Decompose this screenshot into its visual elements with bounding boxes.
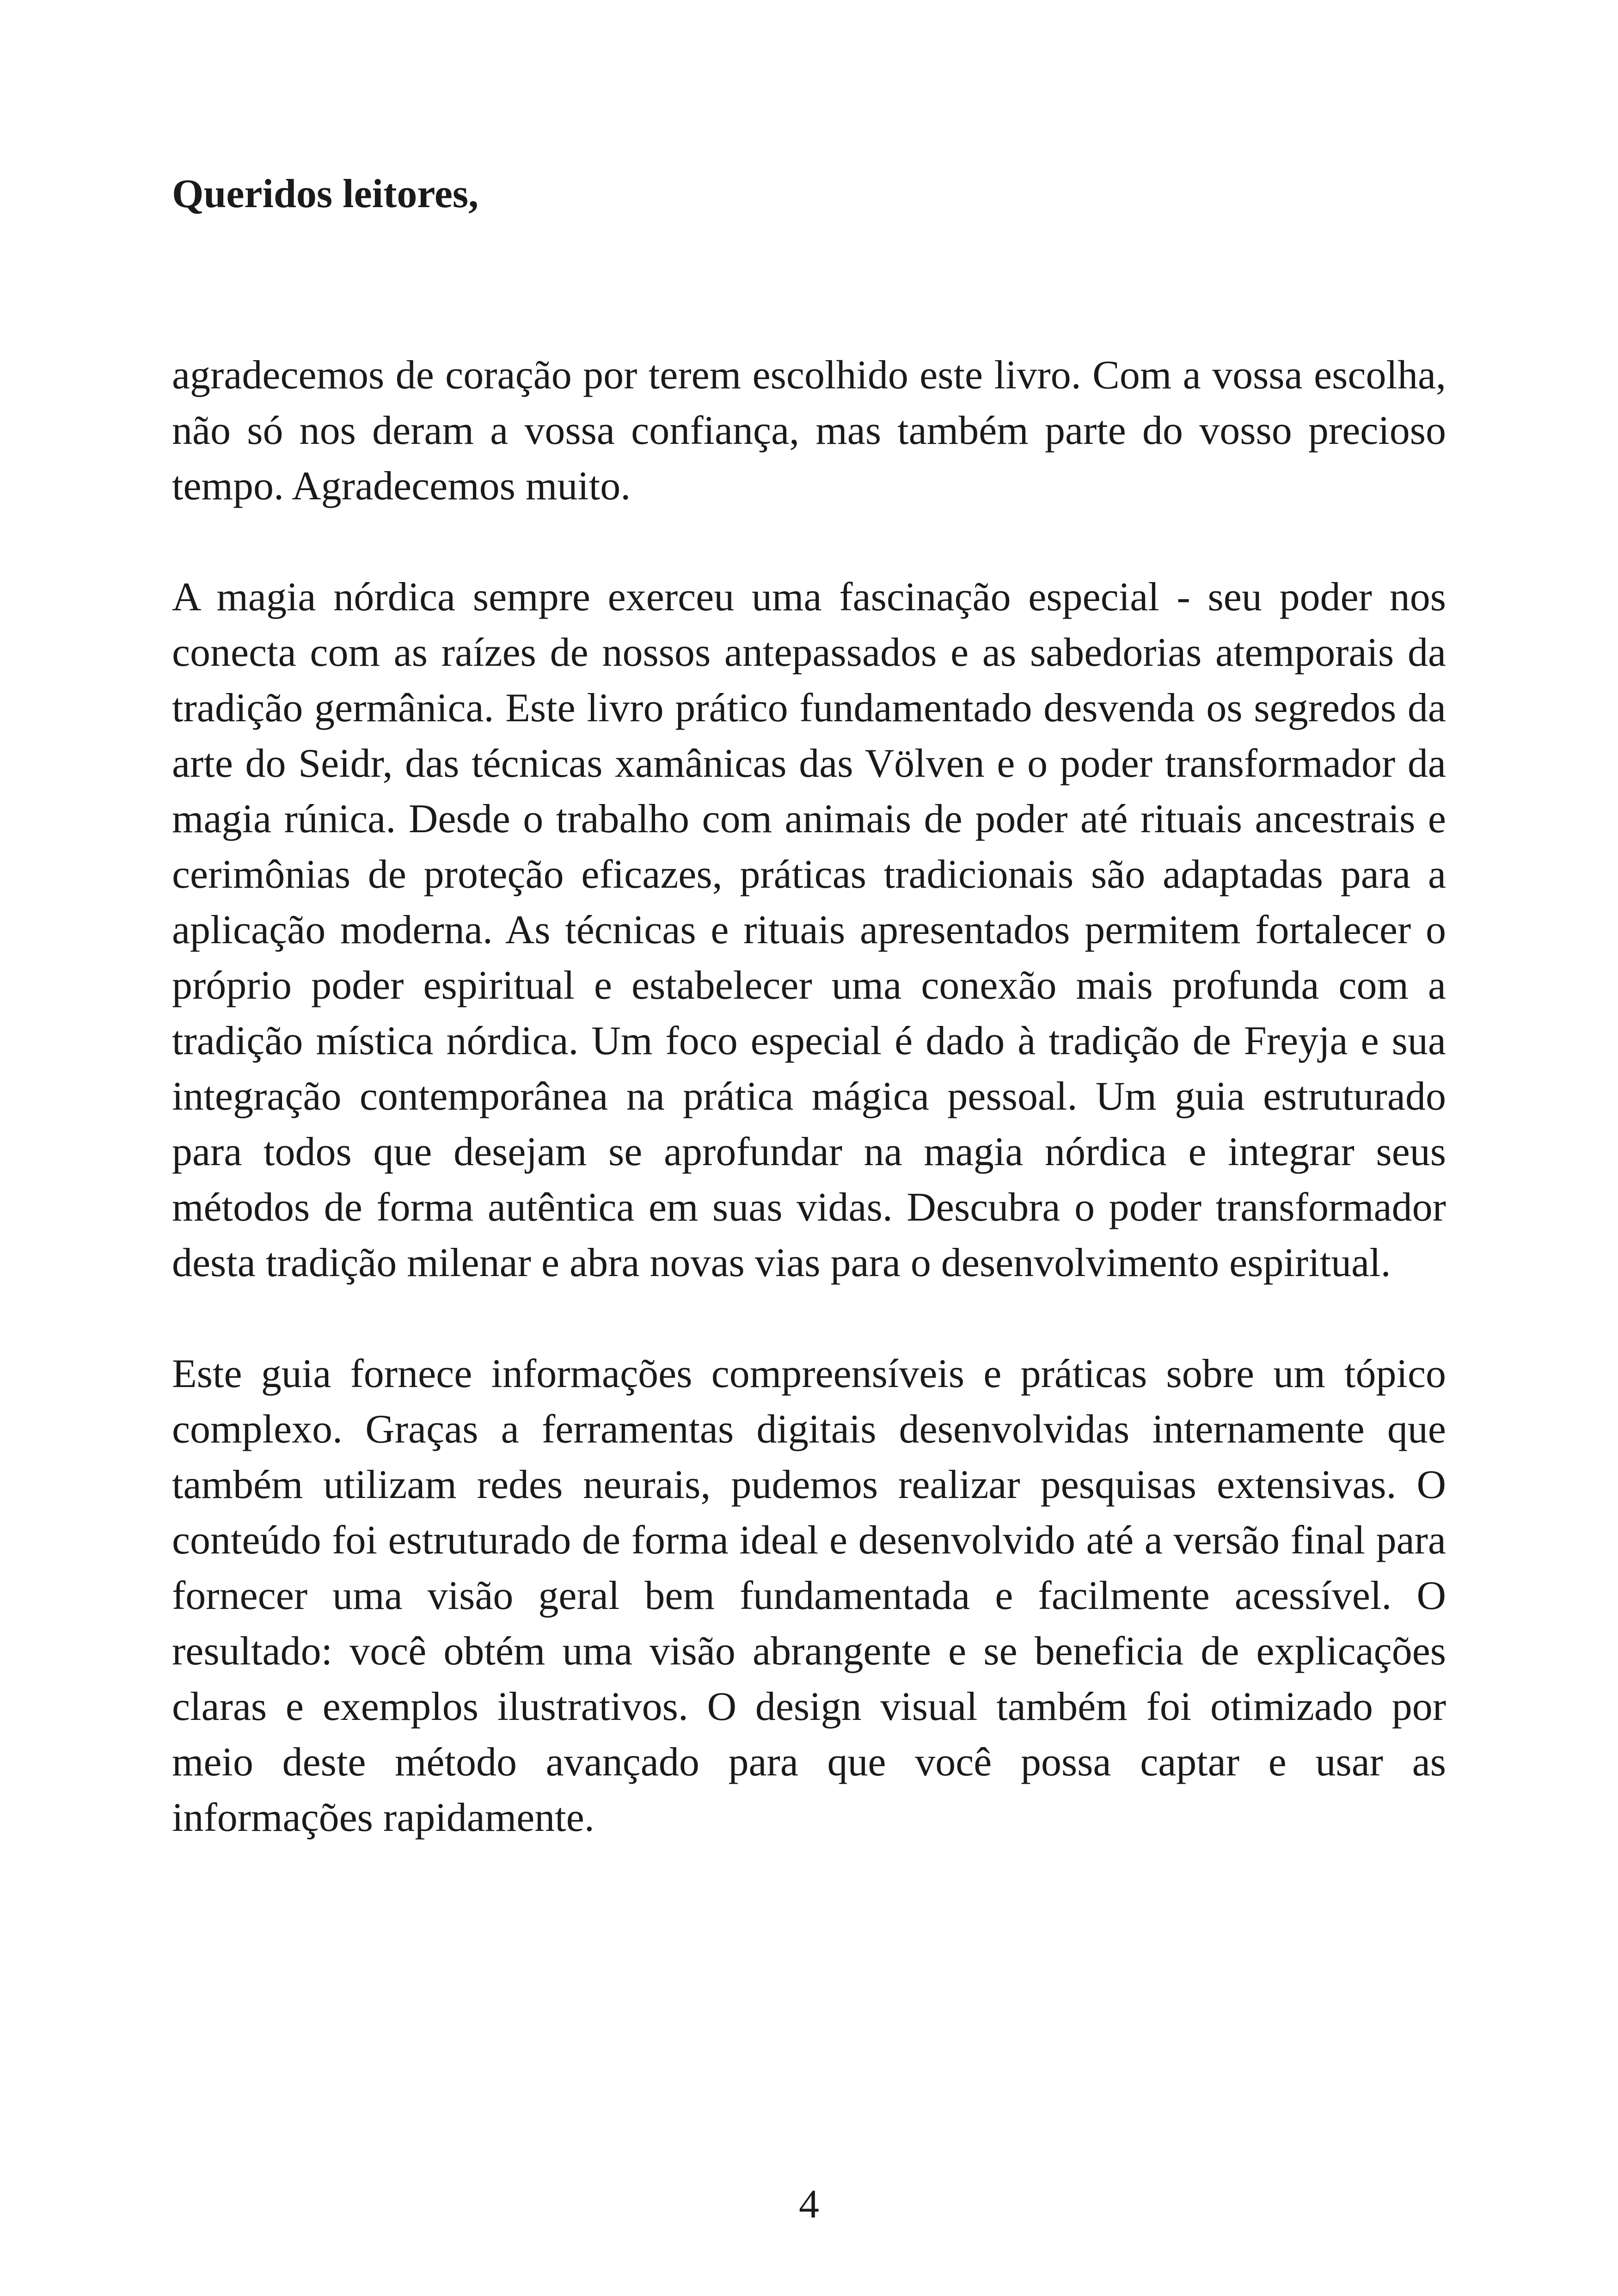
page-content — [172, 166, 1446, 1846]
paragraph-nordic-magic: A magia nórdica sempre exerceu uma fascinação especial - seu poder nos conecta com as raízes de nossos antepassados e as sabedorias atemporais da tradição germânica. Este livro prático fundamentado desvenda os segredos da arte do Seidr, das técnicas xamânicas das Völven e o poder transformador da magia rúnica. Desde o trabalho com animais de poder até rituais ancestrais e cerimônias de proteção eficazes, práticas tradicionais são adaptadas para a aplicação moderna. As técnicas e rituais apresentados permitem fortalecer o próprio poder espiritual e estabelecer uma conexão mais profunda com a tradição mística nórdica. Um foco especial é dado à tradição de Freyja e sua integração contemporânea na prática mágica pessoal. Um guia estruturado para todos que desejam se aprofundar na magia nórdica e integrar seus métodos de forma autêntica em suas vidas. Descubra o poder transformador desta tradição milenar e abra novas vias para o desenvolvimento espiritual. — [172, 575, 1446, 1285]
paragraph-gratitude: agradecemos de coração por terem escolhido este livro. Com a vossa escolha, não só nos deram a vossa confiança, mas também parte do vosso precioso tempo. Agradecemos muito. — [172, 353, 1446, 509]
paragraph-guide-method: Este guia fornece informações compreensíveis e práticas sobre um tópico complexo. Graças a ferramentas digitais desenvolvidas internamente que também utilizam redes neurais, pudemos realizar pesquisas extensivas. O conteúdo foi estruturado de forma ideal e desenvolvido até a versão final para fornecer uma visão geral bem fundamentada e facilmente acessível. O resultado: você obtém uma visão abrangente e se beneficia de explicações claras e exemplos ilustrativos. O design visual também foi otimizado por meio deste método avançado para que você possa captar e usar as informações rapidamente. — [172, 1351, 1446, 1840]
salutation-heading: Queridos leitores, — [172, 172, 479, 216]
page-number: 4 — [799, 2182, 819, 2227]
